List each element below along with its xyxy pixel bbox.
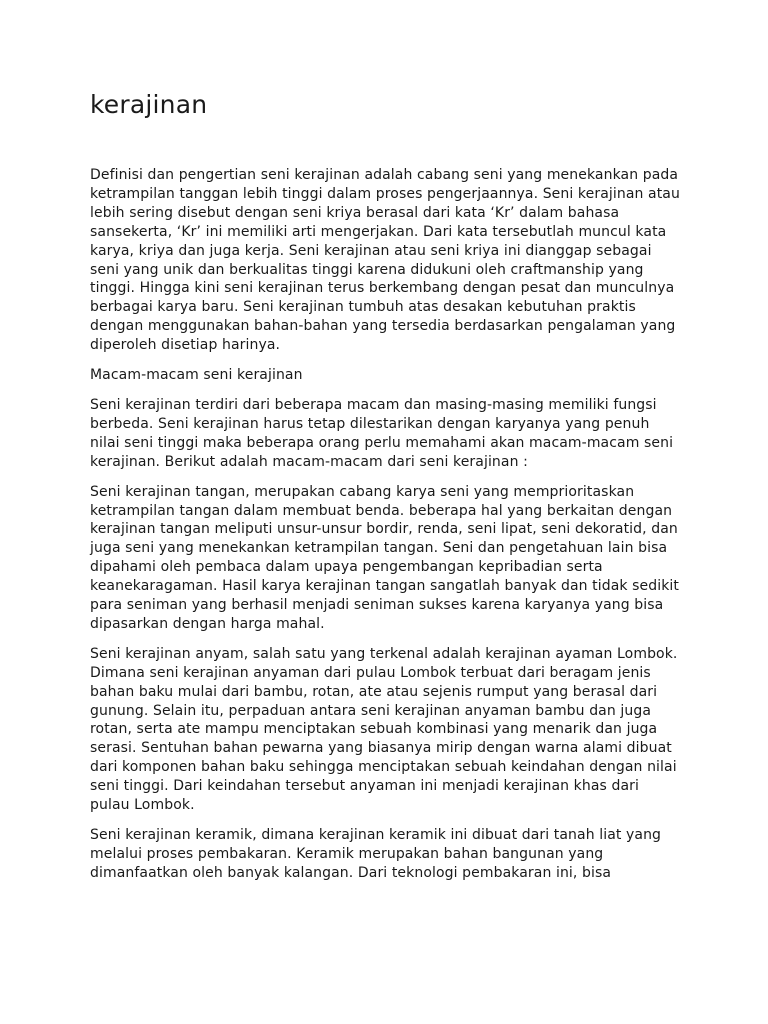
paragraph-kerajinan-keramik: Seni kerajinan keramik, dimana kerajinan keramik ini dibuat dari tanah liat yang melalui proses pembakaran. Keramik merupakan bahan bangunan yang dimanfaatkan oleh banyak kalangan. Dari teknologi pembakaran ini, bisa	[90, 827, 662, 881]
section-heading-macam: Macam-macam seni kerajinan	[90, 367, 303, 384]
paragraph-macam-intro: Seni kerajinan terdiri dari beberapa macam dan masing-masing memiliki fungsi berbeda. Seni kerajinan harus tetap dilestarikan dengan karyanya yang penuh nilai seni tinggi maka beberapa orang perlu memahami akan macam-macam seni kerajinan. Berikut adalah macam-macam dari seni kerajinan :	[90, 396, 674, 470]
paragraph-definition: Definisi dan pengertian seni kerajinan adalah cabang seni yang menekankan pada ketrampilan tanggan lebih tinggi dalam proses pengerjaannya. Seni kerajinan atau lebih sering disebut dengan seni kriya berasal dari kata ‘Kr’ dalam bahasa sansekerta, ‘Kr’ ini memiliki arti mengerjakan. Dari kata tersebutlah muncul kata karya, kriya dan juga kerja. Seni kerajinan atau seni kriya ini dianggap sebagai seni yang unik dan berkualitas tinggi karena didukuni oleh craftmanship yang tinggi. Hingga kini seni kerajinan terus berkembang dengan pesat dan munculnya berbagai karya baru. Seni kerajinan tumbuh atas desakan kebutuhan praktis dengan menggunakan bahan-bahan yang tersedia berdasarkan pengalaman yang diperoleh disetiap harinya.	[90, 167, 680, 354]
paragraph-kerajinan-anyam: Seni kerajinan anyam, salah satu yang terkenal adalah kerajinan ayaman Lombok. Dimana seni kerajinan anyaman dari pulau Lombok terbuat dari beragam jenis bahan baku mulai dari bambu, rotan, ate atau sejenis rumput yang berasal dari gunung. Selain itu, perpaduan antara seni kerajinan anyaman bambu dan juga rotan, serta ate mampu menciptakan sebuah kombinasi yang menarik dan juga serasi. Sentuhan bahan pewarna yang biasanya mirip dengan warna alami dibuat dari komponen bahan baku sehingga menciptakan sebuah keindahan dengan nilai seni tinggi. Dari keindahan tersebut anyaman ini menjadi kerajinan khas dari pulau Lombok.	[90, 645, 678, 814]
paragraph-kerajinan-tangan: Seni kerajinan tangan, merupakan cabang karya seni yang memprioritaskan ketrampilan tangan dalam membuat benda. beberapa hal yang berkaitan dengan kerajinan tangan meliputi unsur-unsur bordir, renda, seni lipat, seni dekoratid, dan juga seni yang menekankan ketrampilan tangan. Seni dan pengetahuan lain bisa dipahami oleh pembaca dalam upaya pengembangan kepribadian serta keanekaragaman. Hasil karya kerajinan tangan sangatlah banyak dan tidak sedikit para seniman yang berhasil menjadi seniman sukses karena karyanya yang bisa dipasarkan dengan harga mahal.	[90, 483, 680, 632]
document-title: kerajinan	[90, 90, 208, 119]
